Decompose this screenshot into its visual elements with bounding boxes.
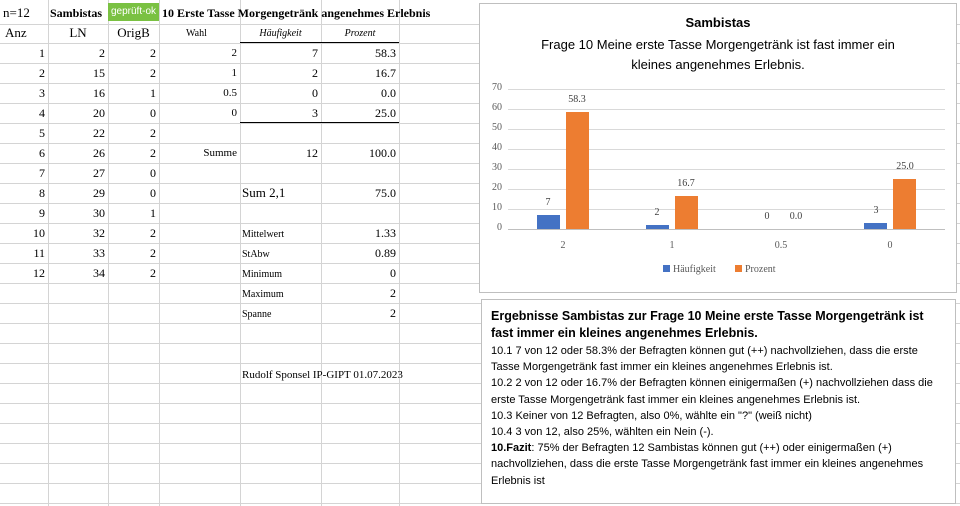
gridline	[508, 89, 945, 90]
anz-cell[interactable]: 12	[33, 266, 45, 280]
legend-label: Prozent	[745, 264, 776, 275]
data-label: 16.7	[677, 178, 695, 189]
results-item: 10.3 Keiner von 12 Befragten, also 0%, wählte ein "?" (weiß nicht)	[491, 409, 812, 422]
legend-item-prozent	[735, 264, 776, 275]
stat-label[interactable]: Mittelwert	[242, 229, 285, 240]
legend-label: Häufigkeit	[673, 264, 716, 275]
results-panel	[481, 299, 956, 504]
anz-cell[interactable]: 2	[39, 66, 45, 80]
gridline	[508, 229, 945, 230]
ln-cell[interactable]: 20	[93, 106, 105, 120]
haeufigkeit-cell[interactable]: 2	[312, 66, 318, 80]
bar-häufigkeit	[864, 223, 887, 229]
bar-häufigkeit	[646, 225, 669, 229]
anz-cell[interactable]: 6	[39, 146, 45, 160]
sum21-value[interactable]: 75.0	[375, 186, 396, 200]
x-tick-label: 0.5	[774, 240, 788, 251]
anz-cell[interactable]: 1	[39, 46, 45, 60]
bar-prozent	[675, 196, 698, 229]
col-header-haeufigkeit[interactable]: Häufigkeit	[259, 28, 302, 39]
prozent-cell[interactable]: 16.7	[375, 66, 396, 80]
bar-prozent	[893, 179, 916, 229]
haeufigkeit-cell[interactable]: 3	[312, 106, 318, 120]
anz-cell[interactable]: 10	[33, 226, 45, 240]
legend-swatch	[663, 265, 670, 272]
ln-cell[interactable]: 27	[93, 166, 105, 180]
sum21-label[interactable]: Sum 2,1	[242, 185, 286, 200]
chart-subtitle-line2: kleines angenehmes Erlebnis.	[631, 57, 805, 72]
ln-cell[interactable]: 26	[93, 146, 105, 160]
origb-cell[interactable]: 0	[150, 166, 156, 180]
data-label: 0.0	[789, 211, 803, 222]
fazit-label: 10.Fazit	[491, 442, 532, 455]
ln-cell[interactable]: 30	[93, 206, 105, 220]
origb-cell[interactable]: 0	[150, 106, 156, 120]
ln-cell[interactable]: 22	[93, 126, 105, 140]
ln-cell[interactable]: 29	[93, 186, 105, 200]
origb-cell[interactable]: 1	[150, 86, 156, 100]
wahl-cell[interactable]: 1	[231, 67, 237, 79]
origb-cell[interactable]: 2	[150, 146, 156, 160]
fazit-text: : 75% der Befragten 12 Sambistas können gut (++) oder einigermaßen (+) nachvollziehen, dass die erste Tasse Morgengetränk fast immer ein kleines angenehmes Erlebnis ist	[491, 442, 924, 487]
ln-cell[interactable]: 2	[99, 46, 105, 60]
legend-item-häufigkeit	[663, 264, 716, 275]
anz-cell[interactable]: 11	[33, 246, 45, 260]
results-item: 10.4 3 von 12, also 25%, wählten ein Nein (-).	[491, 426, 714, 439]
origb-cell[interactable]: 1	[150, 206, 156, 220]
sample-size[interactable]: n=12	[3, 5, 30, 20]
ln-cell[interactable]: 33	[93, 246, 105, 260]
anz-cell[interactable]: 3	[39, 86, 45, 100]
table-underline	[240, 122, 399, 123]
origb-cell[interactable]: 2	[150, 66, 156, 80]
origb-cell[interactable]: 2	[150, 246, 156, 260]
data-label: 0	[764, 211, 770, 222]
x-tick-label: 0	[887, 240, 893, 251]
checked-badge[interactable]: geprüft-ok	[108, 3, 159, 21]
data-label: 2	[654, 207, 660, 218]
chart-title: Sambistas	[685, 15, 751, 30]
y-tick-label: 40	[492, 142, 502, 153]
y-tick-label: 10	[492, 202, 502, 213]
stat-label[interactable]: Maximum	[242, 289, 284, 300]
ln-cell[interactable]: 32	[93, 226, 105, 240]
stat-label[interactable]: Minimum	[242, 269, 283, 280]
results-heading: Ergebnisse Sambistas zur Frage 10 Meine erste Tasse Morgengetränk ist fast immer ein kleines angenehmes Erlebnis.	[491, 309, 924, 340]
col-header-origb[interactable]: OrigB	[117, 25, 150, 40]
gridline	[508, 109, 945, 110]
origb-cell[interactable]: 2	[150, 126, 156, 140]
y-tick-label: 60	[492, 102, 502, 113]
wahl-cell[interactable]: 0.5	[223, 87, 237, 99]
summe-prozent[interactable]: 100.0	[369, 146, 396, 160]
wahl-cell[interactable]: 2	[231, 47, 237, 59]
data-label: 3	[873, 205, 879, 216]
ln-cell[interactable]: 16	[93, 86, 105, 100]
summe-haeufigkeit[interactable]: 12	[306, 146, 318, 160]
stat-value[interactable]: 1.33	[375, 226, 396, 240]
haeufigkeit-cell[interactable]: 0	[312, 86, 318, 100]
stat-label[interactable]: Spanne	[242, 309, 272, 320]
legend-swatch	[735, 265, 742, 272]
header-underline	[240, 42, 399, 43]
ln-cell[interactable]: 34	[93, 266, 105, 280]
question-title[interactable]: 10 Erste Tasse Morgengetränk angenehmes Erlebnis	[162, 6, 431, 20]
author-note[interactable]: Rudolf Sponsel IP-GIPT 01.07.2023	[242, 369, 403, 381]
grid-line	[399, 0, 400, 506]
prozent-cell[interactable]: 25.0	[375, 106, 396, 120]
data-label: 7	[545, 197, 551, 208]
bar-häufigkeit	[537, 215, 560, 229]
wahl-cell[interactable]: 0	[231, 107, 237, 119]
x-tick-label: 1	[669, 240, 675, 251]
results-fazit	[491, 440, 946, 489]
anz-cell[interactable]: 5	[39, 126, 45, 140]
origb-cell[interactable]: 2	[150, 266, 156, 280]
origb-cell[interactable]: 2	[150, 46, 156, 60]
chart-subtitle-line1: Frage 10 Meine erste Tasse Morgengetränk ist fast immer ein	[541, 37, 895, 52]
stat-value[interactable]: 0	[390, 266, 396, 280]
stat-value[interactable]: 2	[390, 306, 396, 320]
y-tick-label: 50	[492, 122, 502, 133]
stat-value[interactable]: 0.89	[375, 246, 396, 260]
haeufigkeit-cell[interactable]: 7	[312, 46, 318, 60]
results-item: 10.1 7 von 12 oder 58.3% der Befragten können gut (++) nachvollziehen, dass die erste Tasse Morgengetränk fast immer ein kleines angenehmes Erlebnis ist.	[491, 345, 918, 374]
origb-cell[interactable]: 2	[150, 226, 156, 240]
y-tick-label: 0	[497, 222, 502, 233]
anz-cell[interactable]: 4	[39, 106, 45, 120]
col-header-wahl[interactable]: Wahl	[186, 28, 207, 39]
group-name[interactable]: Sambistas	[50, 6, 103, 20]
summe-label[interactable]: Summe	[203, 147, 237, 159]
y-tick-label: 20	[492, 182, 502, 193]
anz-cell[interactable]: 8	[39, 186, 45, 200]
origb-cell[interactable]: 0	[150, 186, 156, 200]
anz-cell[interactable]: 9	[39, 206, 45, 220]
prozent-cell[interactable]: 58.3	[375, 46, 396, 60]
y-tick-label: 30	[492, 162, 502, 173]
col-header-ln[interactable]: LN	[69, 25, 87, 40]
anz-cell[interactable]: 7	[39, 166, 45, 180]
stat-value[interactable]: 2	[390, 286, 396, 300]
y-tick-label: 70	[492, 82, 502, 93]
col-header-prozent[interactable]: Prozent	[344, 28, 376, 39]
ln-cell[interactable]: 15	[93, 66, 105, 80]
bar-prozent	[566, 112, 589, 229]
data-label: 25.0	[896, 161, 914, 172]
data-label: 58.3	[568, 94, 586, 105]
prozent-cell[interactable]: 0.0	[381, 86, 396, 100]
col-header-anz[interactable]: Anz	[5, 25, 27, 40]
stat-label[interactable]: StAbw	[242, 249, 270, 260]
x-tick-label: 2	[560, 240, 566, 251]
results-item: 10.2 2 von 12 oder 16.7% der Befragten können einigermaßen (+) nachvollziehen dass die erste Tasse Morgengetränk fast immer ein kleines angenehmes Erlebnis ist.	[491, 377, 933, 406]
